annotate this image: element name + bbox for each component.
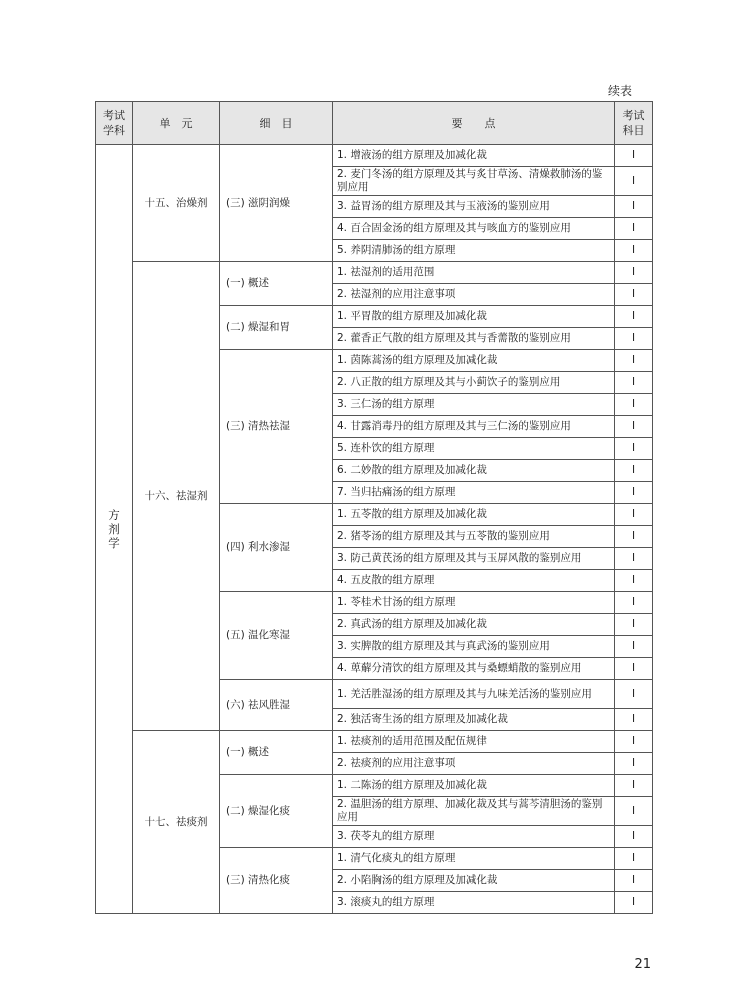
table-body <box>96 145 653 914</box>
point-cell: 1. 羌活胜湿汤的组方原理及其与九味羌活汤的鉴别应用 <box>333 680 615 709</box>
table-row <box>96 145 653 167</box>
point-cell: 2. 麦门冬汤的组方原理及其与炙甘草汤、清燥救肺汤的鉴别应用 <box>333 167 615 196</box>
point-cell: 3. 滚痰丸的组方原理 <box>333 892 615 914</box>
point-cell: 4. 甘露消毒丹的组方原理及其与三仁汤的鉴别应用 <box>333 416 615 438</box>
point-cell: 4. 百合固金汤的组方原理及其与咳血方的鉴别应用 <box>333 218 615 240</box>
point-cell: 3. 实脾散的组方原理及其与真武汤的鉴别应用 <box>333 636 615 658</box>
point-cell: 4. 五皮散的组方原理 <box>333 570 615 592</box>
level-cell: Ⅰ <box>615 306 653 328</box>
level-cell: Ⅰ <box>615 592 653 614</box>
point-cell: 2. 八正散的组方原理及其与小蓟饮子的鉴别应用 <box>333 372 615 394</box>
point-cell: 3. 茯苓丸的组方原理 <box>333 826 615 848</box>
unit-cell: 十七、祛痰剂 <box>133 731 220 914</box>
point-cell: 2. 祛痰剂的应用注意事项 <box>333 753 615 775</box>
level-cell: Ⅰ <box>615 145 653 167</box>
point-cell: 1. 祛湿剂的适用范围 <box>333 262 615 284</box>
level-cell: Ⅰ <box>615 284 653 306</box>
detail-cell: (三) 滋阴润燥 <box>220 145 333 262</box>
level-cell: Ⅰ <box>615 328 653 350</box>
level-cell: Ⅰ <box>615 262 653 284</box>
level-cell: Ⅰ <box>615 826 653 848</box>
point-cell: 2. 猪苓汤的组方原理及其与五苓散的鉴别应用 <box>333 526 615 548</box>
level-cell: Ⅰ <box>615 614 653 636</box>
header-subject: 考试 学科 <box>96 102 133 145</box>
detail-cell: (三) 清热祛湿 <box>220 350 333 504</box>
level-cell: Ⅰ <box>615 196 653 218</box>
level-cell: Ⅰ <box>615 350 653 372</box>
point-cell: 1. 祛痰剂的适用范围及配伍规律 <box>333 731 615 753</box>
point-cell: 1. 平胃散的组方原理及加减化裁 <box>333 306 615 328</box>
point-cell: 6. 二妙散的组方原理及加减化裁 <box>333 460 615 482</box>
point-cell: 3. 益胃汤的组方原理及其与玉液汤的鉴别应用 <box>333 196 615 218</box>
level-cell: Ⅰ <box>615 892 653 914</box>
point-cell: 1. 清气化痰丸的组方原理 <box>333 848 615 870</box>
detail-cell: (二) 燥湿化痰 <box>220 775 333 848</box>
level-cell: Ⅰ <box>615 438 653 460</box>
point-cell: 3. 三仁汤的组方原理 <box>333 394 615 416</box>
level-cell: Ⅰ <box>615 636 653 658</box>
syllabus-table <box>95 101 653 914</box>
header-level: 考试 科目 <box>615 102 653 145</box>
table-row <box>96 262 653 284</box>
level-cell: Ⅰ <box>615 526 653 548</box>
level-cell: Ⅰ <box>615 218 653 240</box>
header-row <box>96 102 653 145</box>
point-cell: 5. 连朴饮的组方原理 <box>333 438 615 460</box>
point-cell: 4. 萆薢分清饮的组方原理及其与桑螵蛸散的鉴别应用 <box>333 658 615 680</box>
point-cell: 7. 当归拈痛汤的组方原理 <box>333 482 615 504</box>
level-cell: Ⅰ <box>615 753 653 775</box>
subject-label: 方剂学 <box>108 508 120 550</box>
unit-cell: 十五、治燥剂 <box>133 145 220 262</box>
level-cell: Ⅰ <box>615 394 653 416</box>
point-cell: 2. 祛湿剂的应用注意事项 <box>333 284 615 306</box>
point-cell: 1. 五苓散的组方原理及加减化裁 <box>333 504 615 526</box>
level-cell: Ⅰ <box>615 482 653 504</box>
level-cell: Ⅰ <box>615 731 653 753</box>
header-detail: 细 目 <box>220 102 333 145</box>
level-cell: Ⅰ <box>615 848 653 870</box>
level-cell: Ⅰ <box>615 870 653 892</box>
unit-cell: 十六、祛湿剂 <box>133 262 220 731</box>
point-cell: 2. 温胆汤的组方原理、加减化裁及其与蒿芩清胆汤的鉴别应用 <box>333 797 615 826</box>
level-cell: Ⅰ <box>615 460 653 482</box>
detail-cell: (五) 温化寒湿 <box>220 592 333 680</box>
point-cell: 2. 小陷胸汤的组方原理及加减化裁 <box>333 870 615 892</box>
continued-label: 续表 <box>607 84 632 98</box>
level-cell: Ⅰ <box>615 504 653 526</box>
level-cell: Ⅰ <box>615 570 653 592</box>
point-cell: 1. 二陈汤的组方原理及加减化裁 <box>333 775 615 797</box>
point-cell: 3. 防己黄芪汤的组方原理及其与玉屏风散的鉴别应用 <box>333 548 615 570</box>
point-cell: 5. 养阴清肺汤的组方原理 <box>333 240 615 262</box>
subject-cell <box>96 145 133 914</box>
point-cell: 1. 苓桂术甘汤的组方原理 <box>333 592 615 614</box>
level-cell: Ⅰ <box>615 797 653 826</box>
level-cell: Ⅰ <box>615 680 653 709</box>
page-number: 21 <box>634 957 651 972</box>
detail-cell: (一) 概述 <box>220 731 333 775</box>
point-cell: 1. 增液汤的组方原理及加减化裁 <box>333 145 615 167</box>
detail-cell: (一) 概述 <box>220 262 333 306</box>
point-cell: 2. 藿香正气散的组方原理及其与香薷散的鉴别应用 <box>333 328 615 350</box>
table-row <box>96 731 653 753</box>
detail-cell: (六) 祛风胜湿 <box>220 680 333 731</box>
detail-cell: (二) 燥湿和胃 <box>220 306 333 350</box>
level-cell: Ⅰ <box>615 658 653 680</box>
level-cell: Ⅰ <box>615 709 653 731</box>
level-cell: Ⅰ <box>615 240 653 262</box>
level-cell: Ⅰ <box>615 416 653 438</box>
header-unit: 单 元 <box>133 102 220 145</box>
point-cell: 2. 独活寄生汤的组方原理及加减化裁 <box>333 709 615 731</box>
header-points: 要 点 <box>333 102 615 145</box>
point-cell: 1. 茵陈蒿汤的组方原理及加减化裁 <box>333 350 615 372</box>
point-cell: 2. 真武汤的组方原理及加减化裁 <box>333 614 615 636</box>
detail-cell: (四) 利水渗湿 <box>220 504 333 592</box>
level-cell: Ⅰ <box>615 548 653 570</box>
level-cell: Ⅰ <box>615 167 653 196</box>
level-cell: Ⅰ <box>615 775 653 797</box>
detail-cell: (三) 清热化痰 <box>220 848 333 914</box>
level-cell: Ⅰ <box>615 372 653 394</box>
